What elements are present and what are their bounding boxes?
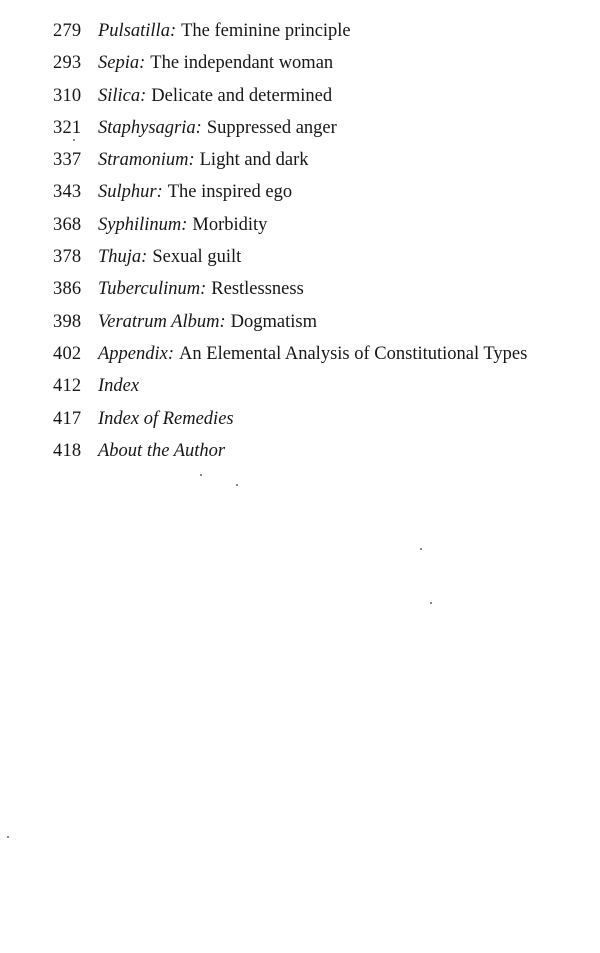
- entry-title: About the Author: [98, 440, 226, 461]
- entry-title: Stramonium:: [98, 150, 195, 171]
- entry-subtitle: Restlessness: [211, 279, 304, 300]
- page-number: 310: [53, 85, 82, 106]
- page-number: 321: [53, 117, 82, 138]
- entry-subtitle: Dogmatism: [230, 311, 317, 332]
- toc-entry-veratrum-album: [53, 308, 598, 340]
- table-of-contents: [53, 17, 598, 469]
- toc-entry-about-the-author: [53, 437, 598, 469]
- entry-subtitle: Morbidity: [192, 214, 268, 235]
- page-number: 368: [53, 214, 82, 235]
- page-number: 418: [53, 440, 82, 461]
- page-number: 398: [53, 311, 82, 332]
- entry-subtitle: The inspired ego: [167, 182, 293, 203]
- scan-speck: [7, 836, 9, 838]
- toc-entry-sepia: [53, 49, 598, 81]
- scan-speck: [236, 484, 238, 486]
- entry-title: Thuja:: [98, 247, 148, 268]
- toc-entry-tuberculinum: [53, 275, 598, 307]
- entry-title: Sepia:: [98, 53, 146, 74]
- page-number: 378: [53, 247, 82, 268]
- entry-subtitle: The feminine principle: [181, 21, 351, 41]
- scan-speck: [420, 548, 422, 550]
- toc-entry-silica: [53, 82, 598, 114]
- toc-entry-thuja: [53, 243, 598, 275]
- scan-speck: [430, 602, 432, 604]
- entry-title: Pulsatilla:: [98, 21, 177, 41]
- entry-title: Index of Remedies: [98, 408, 234, 429]
- entry-title: Sulphur:: [98, 182, 163, 203]
- entry-subtitle: Suppressed anger: [206, 117, 337, 138]
- entry-subtitle: The independant woman: [150, 53, 334, 74]
- page-number: 293: [53, 53, 82, 74]
- page-number: 402: [53, 343, 82, 364]
- toc-entry-sulphur: [53, 178, 598, 210]
- page-number: 417: [53, 408, 82, 429]
- toc-entry-staphysagria: [53, 114, 598, 146]
- scan-speck: [73, 139, 75, 141]
- entry-subtitle: Sexual guilt: [152, 247, 242, 268]
- toc-entry-syphilinum: [53, 211, 598, 243]
- toc-entry-index-of-remedies: [53, 405, 598, 437]
- entry-subtitle: An Elemental Analysis of Constitutional Types: [179, 343, 528, 364]
- page-number: 386: [53, 279, 82, 300]
- entry-title: Silica:: [98, 85, 147, 106]
- entry-title: Staphysagria:: [98, 117, 202, 138]
- toc-entry-index: [53, 372, 598, 404]
- entry-subtitle: Light and dark: [199, 150, 309, 171]
- toc-entry-pulsatilla: [53, 17, 598, 49]
- entry-title: Appendix:: [98, 343, 175, 364]
- entry-title: Veratrum Album:: [98, 311, 226, 332]
- page-number: 337: [53, 150, 82, 171]
- scan-speck: [200, 474, 202, 476]
- page-number: 412: [53, 376, 82, 397]
- entry-title: Tuberculinum:: [98, 279, 207, 300]
- page-number: 279: [53, 21, 82, 41]
- page-number: 343: [53, 182, 82, 203]
- toc-entry-appendix: [53, 340, 598, 372]
- entry-title: Syphilinum:: [98, 214, 188, 235]
- entry-title: Index: [98, 376, 140, 397]
- entry-subtitle: Delicate and determined: [151, 85, 333, 106]
- toc-entry-stramonium: [53, 146, 598, 178]
